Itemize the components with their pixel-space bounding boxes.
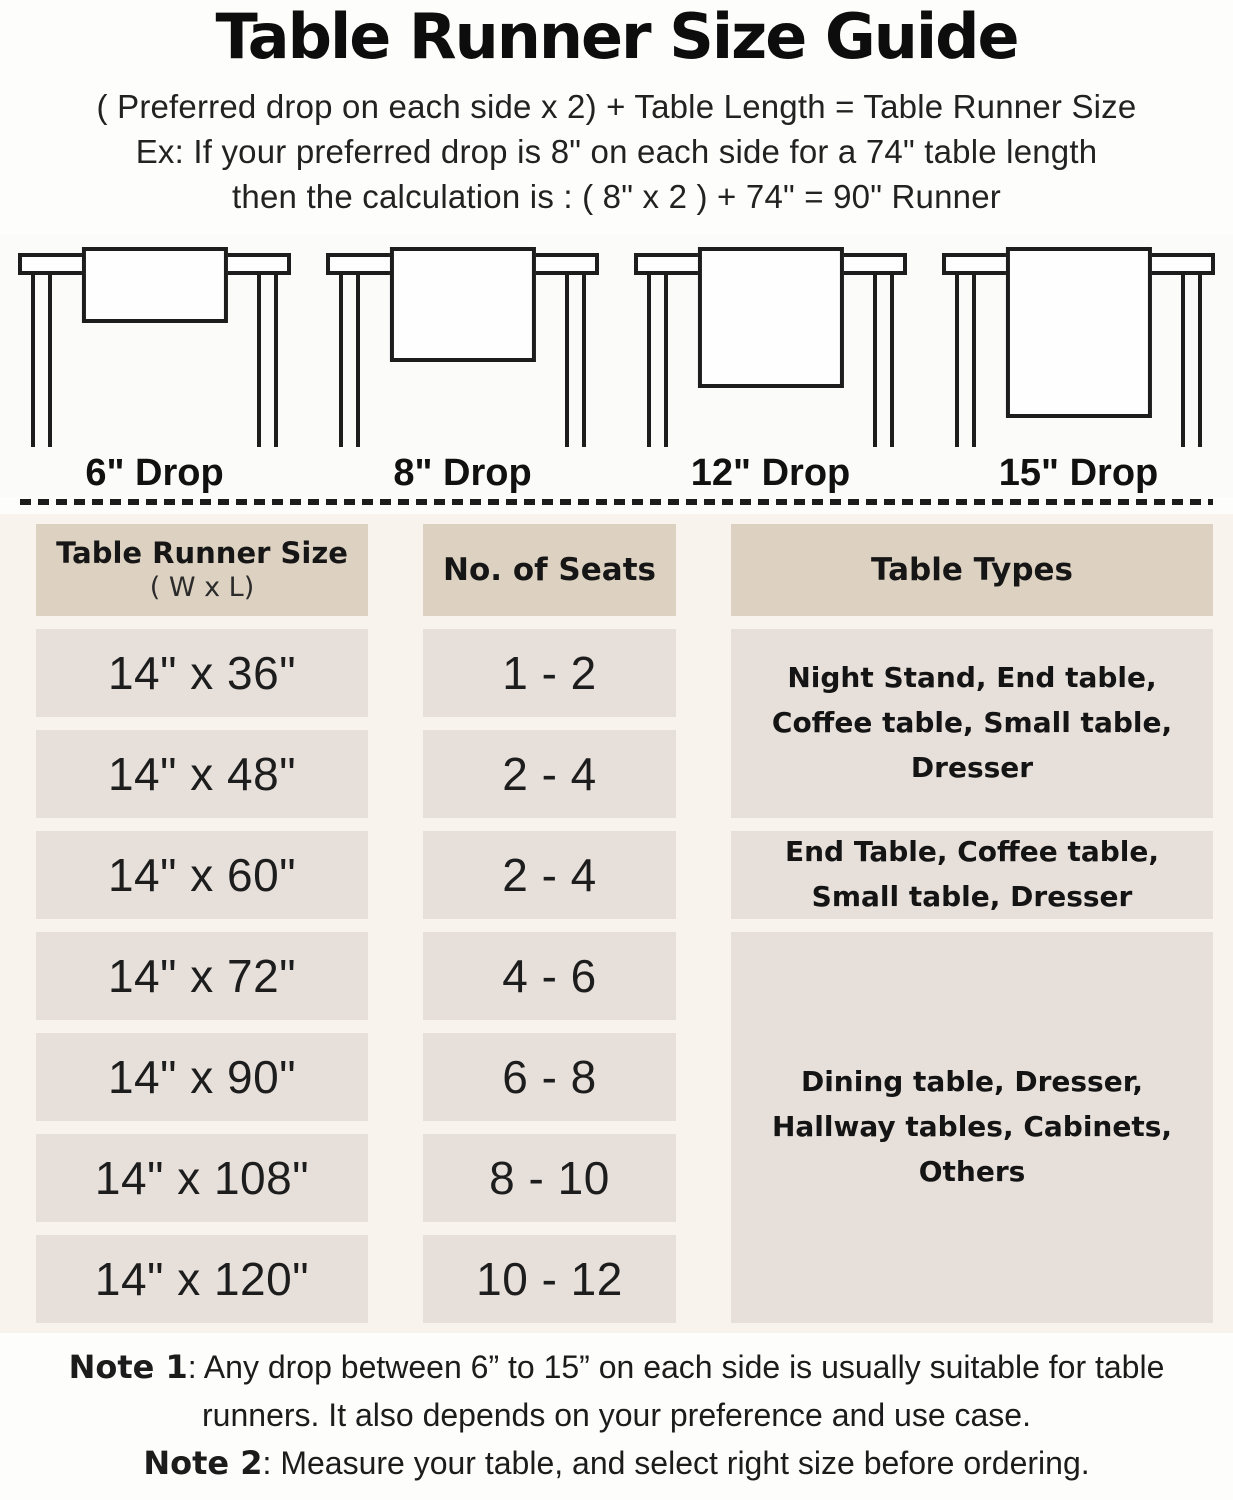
seats-cell: 4 - 6 — [423, 932, 676, 1020]
page-title: Table Runner Size Guide — [215, 0, 1018, 73]
drop-figure-15 — [938, 235, 1219, 497]
drop-figure-12 — [630, 235, 911, 497]
runner-rect — [1005, 247, 1151, 418]
table-illustration-6 — [14, 235, 295, 447]
drop-illustrations — [0, 235, 1233, 497]
drop-label-15: 15" Drop — [998, 452, 1159, 495]
note-1-text: : Any drop between 6” to 15” on each side is usually suitable for table runners. It also depends on your preference and use case. — [187, 1348, 1165, 1433]
table-leg-left — [955, 273, 976, 447]
table-types-cell-large: Dining table, Dresser, Hallway tables, Cabinets, Others — [731, 932, 1213, 1323]
note-2 — [24, 1439, 1209, 1487]
column-header-size-subtitle: ( W x L) — [149, 571, 255, 603]
note-1 — [24, 1343, 1209, 1439]
table-types-cell-medium: End Table, Coffee table, Small table, Dresser — [731, 831, 1213, 919]
table-leg-left — [31, 273, 52, 447]
drop-figure-8 — [322, 235, 603, 497]
seats-cell: 6 - 8 — [423, 1033, 676, 1121]
table-leg-right — [1181, 273, 1202, 447]
seats-cell: 2 - 4 — [423, 730, 676, 818]
size-cell: 14" x 120" — [36, 1235, 368, 1323]
notes — [0, 1343, 1233, 1487]
runner-rect — [81, 247, 227, 323]
note-2-label: Note 2 — [143, 1443, 263, 1482]
size-cell: 14" x 90" — [36, 1033, 368, 1121]
table-leg-left — [339, 273, 360, 447]
runner-rect — [389, 247, 535, 362]
drop-label-12: 12" Drop — [690, 452, 851, 495]
column-header-seats: No. of Seats — [423, 524, 676, 616]
header — [0, 0, 1233, 219]
seats-cell: 10 - 12 — [423, 1235, 676, 1323]
note-2-text: : Measure your table, and select right size before ordering. — [262, 1444, 1090, 1481]
column-header-types: Table Types — [731, 524, 1213, 616]
example-line-1: Ex: If your preferred drop is 8" on each side for a 74" table length — [135, 132, 1098, 170]
table-types-cell-small: Night Stand, End table, Coffee table, Small table, Dresser — [731, 629, 1213, 818]
drop-figure-6 — [14, 235, 295, 497]
size-cell: 14" x 48" — [36, 730, 368, 818]
runner-rect — [697, 247, 843, 388]
seats-cell: 2 - 4 — [423, 831, 676, 919]
table-leg-left — [647, 273, 668, 447]
table-illustration-12 — [630, 235, 911, 447]
column-header-size-title: Table Runner Size — [56, 536, 348, 571]
table-leg-right — [565, 273, 586, 447]
table-illustration-15 — [938, 235, 1219, 447]
table-leg-right — [873, 273, 894, 447]
size-cell: 14" x 72" — [36, 932, 368, 1020]
drop-label-8: 8" Drop — [393, 452, 532, 495]
size-cell: 14" x 36" — [36, 629, 368, 717]
drop-label-6: 6" Drop — [85, 452, 224, 495]
example-line-2: then the calculation is : ( 8" x 2 ) + 74" = 90" Runner — [232, 177, 1001, 215]
column-header-size — [36, 524, 368, 616]
table-leg-right — [257, 273, 278, 447]
formula-line: ( Preferred drop on each side x 2) + Table Length = Table Runner Size — [96, 88, 1137, 126]
seats-cell: 8 - 10 — [423, 1134, 676, 1222]
table-illustration-8 — [322, 235, 603, 447]
dashed-divider — [20, 499, 1213, 505]
size-cell: 14" x 60" — [36, 831, 368, 919]
size-cell: 14" x 108" — [36, 1134, 368, 1222]
note-1-label: Note 1 — [68, 1347, 188, 1386]
size-table — [0, 514, 1233, 1333]
seats-cell: 1 - 2 — [423, 629, 676, 717]
